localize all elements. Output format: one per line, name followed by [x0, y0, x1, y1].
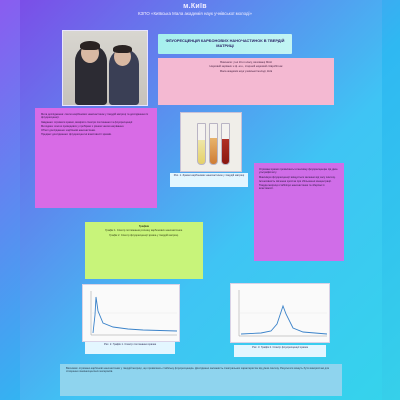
methods-line: Предмет дослідження: флуоресцентні властивості зразків. — [41, 133, 112, 137]
poster-header — [118, 3, 272, 16]
authors-line: Виконали: учні 10-го класу, вихованці МАН — [220, 61, 272, 64]
authors-photo — [62, 30, 148, 106]
city-label: м.Київ — [183, 3, 207, 10]
absorption-series-line — [93, 297, 177, 333]
samples-caption: Рис. 1. Зразки карбонових наночастинок у твердій матриці — [170, 173, 248, 187]
methods-line: Мета дослідження: синтез карбонових наночастинок у твердій матриці та дослідження їх флуоресценції. — [41, 113, 149, 120]
authors-block — [158, 58, 334, 105]
poster-title: ФЛУОРЕСЦЕНЦІЯ КАРБОНОВИХ НАНОЧАСТИНОК В ТВЕРДІЙ МАТРИЦІ — [158, 34, 292, 54]
methods-line: Методика: синтез проводився у пробірках з різним часом нагрівання. — [41, 124, 125, 128]
results-block — [254, 163, 344, 261]
graph2-caption: Рис. 3. Графік 2. Спектр флуоресценції зразка — [234, 345, 326, 357]
graphs-heading: Графіки — [138, 225, 150, 228]
graphs-description — [85, 222, 203, 279]
fluorescence-series-line — [241, 306, 327, 334]
authors-line: Мала академія наук учнівської молоді, Київ — [219, 69, 273, 73]
methods-block — [35, 108, 157, 208]
fluorescence-chart-svg — [231, 284, 330, 343]
graphs-line: Графік 1. Спектр поглинання розчину карбонових наночастинок. — [105, 229, 183, 233]
absorption-chart-svg — [83, 285, 180, 342]
methods-line: Завдання: отримати зразки, виміряти спектри поглинання та флуоресценції. — [41, 120, 133, 124]
absorption-chart — [82, 284, 180, 342]
results-line: Тверда матриця стабілізує наночастинки та зберігає їх властивості. — [259, 184, 325, 191]
results-line: Отримані зразки проявляють інтенсивну флуоресценцію під дією ультрафіолету. — [259, 168, 338, 175]
results-line: Інтенсивність свічення зростає при збільшенні концентрації. — [259, 179, 332, 183]
graph1-caption: Рис. 2. Графік 1. Спектр поглинання зразка — [85, 342, 175, 354]
fluorescence-chart — [230, 283, 330, 343]
graphs-line: Графік 2. Спектр флуоресценції зразка у твердій матриці. — [109, 233, 179, 237]
results-line: Максимум флуоресценції зміщується залежно від часу синтезу. — [259, 175, 336, 179]
conclusion-block: Висновки: отримано карбонові наночастинки у твердій матриці, що проявляють стабільну флуоресценцію. Досліджено залежність спектральних характеристик від умов синтезу. Результати можуть бути використані для створення люмінесцентних матеріалів. — [60, 364, 342, 396]
methods-line: Об'єкт дослідження: карбонові наночастинки. — [41, 129, 96, 133]
samples-photo — [180, 112, 242, 172]
organization-name: КЗПО «Київська Мала академія наук учнівської молоді» — [138, 11, 252, 16]
authors-line: Науковий керівник: к.ф.-м.н., старший науковий співробітник — [209, 65, 283, 69]
